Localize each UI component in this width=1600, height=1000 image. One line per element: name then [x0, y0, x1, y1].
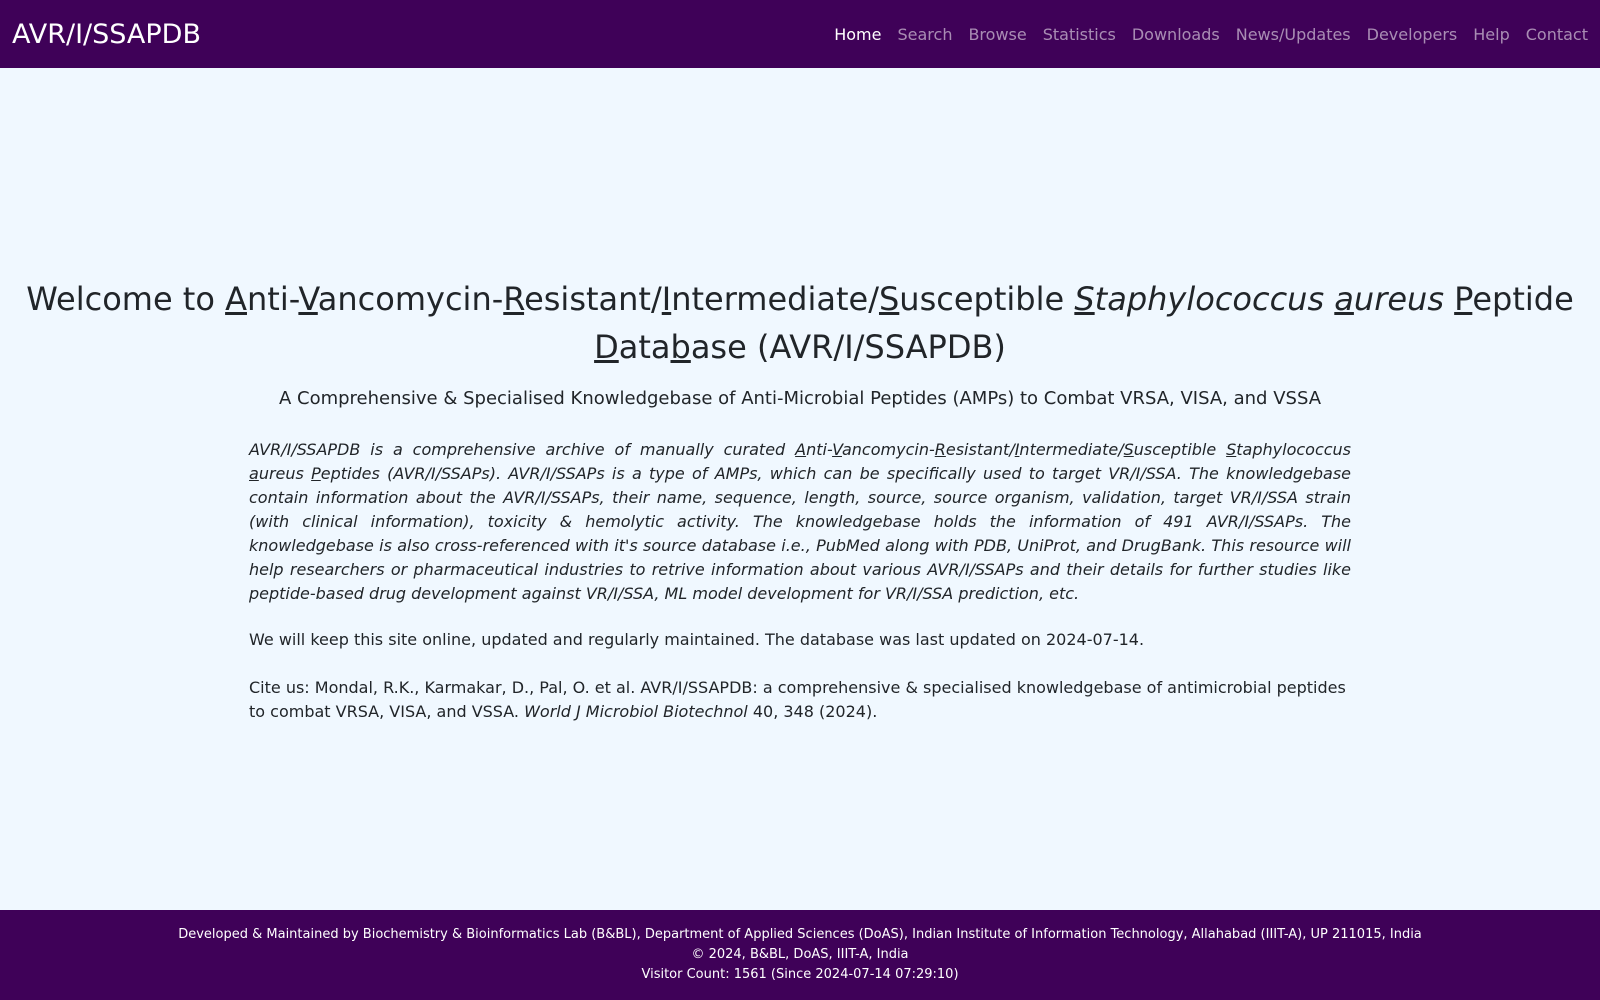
nav-developers[interactable]: Developers — [1366, 24, 1458, 44]
acronym-letter: P — [311, 464, 321, 483]
acronym-letter: P — [1454, 280, 1473, 318]
acronym-letter: S — [1226, 440, 1237, 459]
citation — [249, 676, 1351, 724]
footer-copyright: © 2024, B&BL, DoAS, IIIT-A, India — [691, 947, 909, 962]
acronym-rest: taphylococcus — [1236, 440, 1352, 459]
nav-downloads[interactable]: Downloads — [1131, 24, 1220, 44]
nav-links — [818, 25, 1588, 44]
footer-visitor-count: Visitor Count: 1561 (Since 2024-07-14 07:29:10) — [641, 967, 959, 982]
footer-developed-by: Developed & Maintained by Biochemistry & Bioinformatics Lab (B&BL), Department of Applied Sciences (DoAS), Indian Institute of Information Technology, Allahabad (IIIT-A), UP 211015, India — [178, 927, 1422, 942]
acronym-letter: A — [795, 440, 807, 459]
acronym-rest: esistant/ — [945, 440, 1015, 459]
acronym-rest: eptide — [1472, 280, 1574, 318]
citation-journal: World J Microbiol Biotechnol — [524, 702, 748, 721]
acronym-rest: ase (AVR/I/SSAPDB) — [690, 328, 1006, 366]
acronym-letter: D — [594, 328, 619, 366]
acronym-letter: b — [670, 328, 691, 366]
subtitle: A Comprehensive & Specialised Knowledgebase of Anti-Microbial Peptides (AMPs) to Combat VRSA, VISA, and VSSA — [278, 388, 1322, 409]
brand-logo-link[interactable]: AVR/I/SSAPDB — [12, 18, 201, 50]
citation-volume: 40, 348 (2024). — [747, 702, 878, 721]
acronym-letter: S — [1123, 440, 1134, 459]
citation-text: Cite us: Mondal, R.K., Karmakar, D., Pal, O. et al. AVR/I/SSAPDB: a comprehensive & specialised knowledgebase of antimicrobial peptides to combat VRSA, VISA, and VSSA. — [249, 678, 1346, 721]
acronym-rest: nti- — [246, 280, 299, 318]
description-lead: AVR/I/SSAPDB is a comprehensive archive of manually curated — [249, 440, 796, 459]
navbar — [0, 0, 1600, 68]
acronym-letter: a — [1334, 280, 1354, 318]
acronym-letter: A — [225, 280, 247, 318]
acronym-rest: eptides — [320, 464, 380, 483]
nav-news-updates[interactable]: News/Updates — [1235, 24, 1351, 44]
maintenance-note: We will keep this site online, updated and regularly maintained. The database was last updated on 2024-07-14. — [249, 630, 1145, 649]
acronym-letter: a — [249, 464, 259, 483]
acronym-rest: ntermediate/ — [1019, 440, 1124, 459]
description-rest: (AVR/I/SSAPs). AVR/I/SSAPs is a type of AMPs, which can be specifically used to target VR/I/SSA. The knowledgebase contain information about the AVR/I/SSAPs, their name, sequence, length, source, source organism, validation, target VR/I/SSA strain (with clinical information), toxicity & hemolytic activity. The knowledgebase holds the information of 491 AVR/I/SSAPs. The knowledgebase is also cross-referenced with it's source database i.e., PubMed along with PDB, UniProt, and DrugBank. This resource will help researchers or pharmaceutical industries to retrive information about various AVR/I/SSAPs and their details for further studies like peptide-based drug development against VR/I/SSA, ML model development for VR/I/SSA prediction, etc. — [249, 464, 1351, 603]
acronym-rest: ureus — [258, 464, 312, 483]
acronym-letter: I — [661, 280, 672, 318]
nav-help[interactable]: Help — [1473, 24, 1510, 44]
welcome-heading — [20, 275, 1580, 371]
nav-contact[interactable]: Contact — [1525, 24, 1588, 44]
acronym-rest: usceptible — [1133, 440, 1227, 459]
acronym-rest: ntermediate/ — [671, 280, 879, 318]
acronym-rest: esistant/ — [524, 280, 662, 318]
acronym-rest: ureus — [1353, 280, 1444, 318]
acronym-rest: usceptible — [899, 280, 1075, 318]
acronym-letter: V — [832, 440, 842, 459]
species-name — [1074, 280, 1444, 318]
acronym-letter: S — [878, 280, 900, 318]
acronym-letter: R — [503, 280, 525, 318]
acronym-letter: I — [1014, 440, 1020, 459]
nav-browse[interactable]: Browse — [968, 24, 1027, 44]
footer — [0, 910, 1600, 1000]
nav-home[interactable]: Home — [834, 24, 882, 44]
nav-statistics[interactable]: Statistics — [1042, 24, 1116, 44]
acronym-rest: ancomycin- — [841, 440, 935, 459]
main-content — [0, 68, 1600, 910]
welcome-prefix: Welcome to — [26, 280, 226, 318]
acronym-letter: R — [934, 440, 946, 459]
description-paragraph — [249, 438, 1351, 606]
acronym-rest: taphylococcus — [1094, 280, 1335, 318]
acronym-letter: S — [1074, 280, 1095, 318]
acronym-rest: ata — [618, 328, 671, 366]
nav-search[interactable]: Search — [897, 24, 953, 44]
acronym-letter: V — [298, 280, 318, 318]
acronym-rest: nti- — [806, 440, 833, 459]
acronym-rest: ancomycin- — [317, 280, 504, 318]
